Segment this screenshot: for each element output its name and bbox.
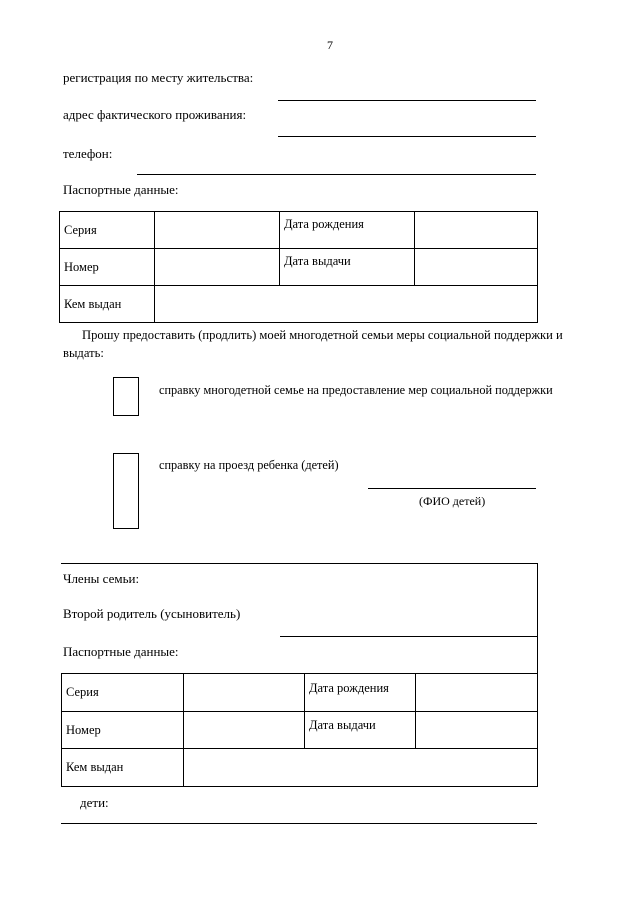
registration-input-line[interactable] (278, 100, 536, 101)
family-issue-date-label: Дата выдачи (305, 712, 416, 749)
phone-input-line[interactable] (137, 174, 536, 175)
family-issue-date-cell[interactable] (416, 712, 538, 749)
passport-series-cell[interactable] (155, 212, 280, 249)
option1-label: справку многодетной семье на предоставление мер социальной поддержки (159, 383, 553, 397)
second-parent-input-line[interactable] (280, 636, 537, 637)
actual-address-input-line[interactable] (278, 136, 536, 137)
passport-issue-date-cell[interactable] (415, 249, 538, 286)
option2-label: справку на проезд ребенка (детей) (159, 458, 339, 472)
passport-series-label: Серия (60, 212, 155, 249)
request-text-line2: выдать: (63, 346, 104, 360)
passport-issued-by-cell[interactable] (155, 286, 538, 323)
family-series-label: Серия (62, 674, 184, 712)
passport-number-label: Номер (60, 249, 155, 286)
second-parent-label: Второй родитель (усыновитель) (63, 606, 241, 621)
family-series-cell[interactable] (184, 674, 305, 712)
children-name-input-line[interactable] (368, 488, 536, 489)
family-number-cell[interactable] (184, 712, 305, 749)
option2-checkbox[interactable] (113, 453, 139, 529)
children-name-caption: (ФИО детей) (419, 494, 486, 508)
actual-address-label: адрес фактического проживания: (63, 107, 247, 122)
children-label: дети: (80, 795, 109, 810)
phone-label: телефон: (63, 146, 113, 161)
registration-label: регистрация по месту жительства: (63, 70, 254, 85)
page-number: 7 (327, 38, 333, 52)
passport-issued-by-label: Кем выдан (60, 286, 155, 323)
passport-issue-date-label: Дата выдачи (280, 249, 415, 286)
passport-heading: Паспортные данные: (63, 182, 179, 197)
passport-number-cell[interactable] (155, 249, 280, 286)
passport-birth-date-cell[interactable] (415, 212, 538, 249)
passport-birth-date-label: Дата рождения (280, 212, 415, 249)
family-issued-by-label: Кем выдан (62, 749, 184, 787)
passport-table (59, 211, 538, 323)
children-input-line[interactable] (61, 823, 537, 824)
family-issued-by-cell[interactable] (184, 749, 538, 787)
family-birth-date-cell[interactable] (416, 674, 538, 712)
family-members-heading: Члены семьи: (63, 571, 140, 586)
option1-checkbox[interactable] (113, 377, 139, 416)
family-number-label: Номер (62, 712, 184, 749)
request-text-line1: Прошу предоставить (продлить) моей многодетной семьи меры социальной поддержки и (82, 328, 563, 342)
family-passport-heading: Паспортные данные: (63, 644, 179, 659)
family-passport-table (61, 673, 538, 787)
family-birth-date-label: Дата рождения (305, 674, 416, 712)
